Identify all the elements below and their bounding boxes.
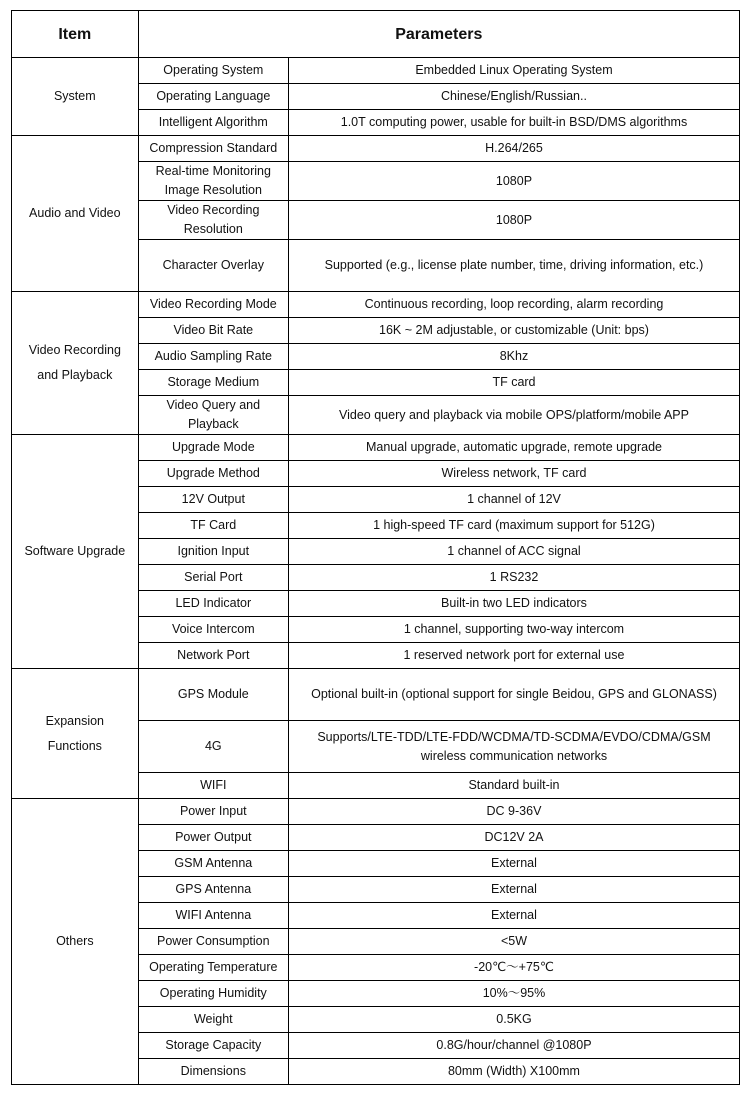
value-text: 0.8G/hour/channel @1080P [436,1038,592,1052]
item-label: Operating Temperature [149,960,278,974]
value-text: Chinese/English/Russian.. [441,89,587,103]
value-cell [288,721,739,773]
value-cell [288,643,739,669]
item-cell-12v-output [138,487,288,513]
item-cell-power-consumption [138,929,288,955]
item-cell-gps-module [138,669,288,721]
category-cell-expansion-functions [12,669,139,799]
item-label: GPS Antenna [175,882,252,896]
value-cell [288,58,739,84]
item-label: Power Output [175,830,252,844]
item-label: Operating Humidity [159,986,267,1000]
value-text: Video query and playback via mobile OPS/platform/mobile APP [339,407,689,422]
value-cell [288,240,739,292]
item-label: Weight [193,1012,233,1026]
value-cell [288,461,739,487]
item-label: 12V Output [181,492,245,506]
item-label: Ignition Input [177,544,250,558]
item-label: Serial Port [184,570,243,584]
value-cell [288,318,739,344]
category-cell-video-recording-and-playback [12,292,139,435]
item-label: Video Recording Mode [149,297,277,311]
value-text: External [491,908,537,922]
category-label: Functions [47,738,102,753]
table-row [12,292,740,318]
value-text: 1 channel, supporting two-way intercom [403,622,625,636]
item-label: Storage Medium [167,375,260,389]
value-text: <5W [500,934,528,948]
value-text: -20℃～+75℃ [474,960,554,974]
item-cell-led-indicator [138,591,288,617]
value-text: Manual upgrade, automatic upgrade, remote upgrade [365,440,662,454]
item-cell-operating-system [138,58,288,84]
item-cell-compression-standard [138,136,288,162]
item-cell-video-recording-mode [138,292,288,318]
item-cell-operating-language [138,84,288,110]
table-row [12,136,740,162]
item-cell-character-overlay [138,240,288,292]
value-cell [288,487,739,513]
item-label: Voice Intercom [171,622,255,636]
value-cell [288,84,739,110]
item-label: Real-time Monitoring [155,164,271,178]
value-text: 1.0T computing power, usable for built-in BSD/DMS algorithms [340,115,688,129]
value-text: Embedded Linux Operating System [415,63,613,77]
item-cell-network-port [138,643,288,669]
item-label: Image Resolution [164,183,262,197]
item-label: Video Bit Rate [173,323,254,337]
item-cell-gsm-antenna [138,851,288,877]
item-cell-operating-temperature [138,955,288,981]
category-cell-audio-and-video [12,136,139,292]
value-cell [288,344,739,370]
value-cell [288,877,739,903]
value-cell [288,617,739,643]
item-label: WIFI Antenna [175,908,252,922]
value-text: Optional built-in (optional support for single Beidou, GPS and GLONASS) [311,687,717,701]
item-cell-storage-medium [138,370,288,396]
item-label: Upgrade Mode [171,440,255,454]
category-label: Video Recording [28,343,121,357]
item-cell-wifi [138,773,288,799]
value-cell [288,1033,739,1059]
item-cell-gps-antenna [138,877,288,903]
item-cell-tf-card [138,513,288,539]
value-text: DC 9-36V [486,804,542,818]
value-cell [288,292,739,318]
value-text: External [491,882,537,896]
item-label: Intelligent Algorithm [158,115,268,129]
item-cell-operating-humidity [138,981,288,1007]
value-cell [288,396,739,435]
value-cell [288,591,739,617]
item-label: Upgrade Method [166,466,260,480]
value-text: 1 reserved network port for external use [403,648,625,662]
item-cell-ignition-input [138,539,288,565]
value-cell [288,1059,739,1085]
item-label: GPS Module [177,687,249,701]
item-label: GSM Antenna [174,856,253,870]
item-cell-power-output [138,825,288,851]
value-cell [288,799,739,825]
value-cell [288,162,739,201]
category-label: Others [56,934,94,948]
item-cell-real-time-monitoring-image-resolution [138,162,288,201]
value-text: Standard built-in [468,778,560,792]
value-text: 80mm (Width) X100mm [447,1064,580,1078]
header-item: Item [12,11,139,58]
value-text: 1080P [495,173,533,188]
value-text: 16K ~ 2M adjustable, or customizable (Unit: bps) [379,323,649,337]
item-cell-intelligent-algorithm [138,110,288,136]
category-label: Software Upgrade [24,544,126,558]
item-cell-video-recording-resolution [138,201,288,240]
value-text: 0.5KG [496,1012,532,1026]
spec-table [11,10,740,1085]
value-text: H.264/265 [485,141,543,155]
table-row [12,58,740,84]
value-text: Supported (e.g., license plate number, time, driving information, etc.) [324,258,704,272]
value-text: DC12V 2A [484,830,544,844]
item-cell-weight [138,1007,288,1033]
item-label: Power Consumption [157,934,270,948]
value-cell [288,1007,739,1033]
item-label: Power Input [179,804,247,818]
value-cell [288,669,739,721]
item-cell-storage-capacity [138,1033,288,1059]
category-cell-others [12,799,139,1085]
value-cell [288,370,739,396]
item-cell-4g [138,721,288,773]
item-label: Storage Capacity [165,1038,262,1052]
value-cell [288,539,739,565]
category-label: Audio and Video [29,206,121,220]
item-label: Network Port [177,648,250,662]
item-cell-serial-port [138,565,288,591]
item-cell-wifi-antenna [138,903,288,929]
value-text: Continuous recording, loop recording, alarm recording [364,297,664,311]
spec-body [12,58,740,1085]
table-row [12,799,740,825]
item-cell-upgrade-method [138,461,288,487]
value-cell [288,903,739,929]
header-parameters: Parameters [138,11,739,58]
item-label: Resolution [183,222,243,236]
value-cell [288,929,739,955]
category-label: and Playback [37,368,113,382]
value-cell [288,201,739,240]
value-text: TF card [492,375,536,389]
item-label: Video Recording [167,203,260,217]
item-label: Playback [187,417,239,431]
value-text: 1 channel of ACC signal [447,544,581,558]
value-cell [288,110,739,136]
item-label: Compression Standard [149,141,278,155]
value-cell [288,565,739,591]
value-text: 1080P [495,212,533,227]
value-cell [288,981,739,1007]
table-row [12,669,740,721]
value-text: 1 RS232 [489,570,539,584]
item-cell-upgrade-mode [138,435,288,461]
item-label: WIFI [200,778,227,792]
item-cell-video-bit-rate [138,318,288,344]
value-text: 1 high-speed TF card (maximum support for 512G) [373,518,655,532]
value-cell [288,773,739,799]
header-row [12,11,740,58]
value-text: 1 channel of 12V [467,492,561,506]
item-label: Character Overlay [162,258,265,272]
category-label: System [53,89,96,103]
category-cell-software-upgrade [12,435,139,669]
item-cell-voice-intercom [138,617,288,643]
item-label: TF Card [190,518,237,532]
value-cell [288,851,739,877]
item-cell-dimensions [138,1059,288,1085]
category-cell-system [12,58,139,136]
table-row [12,435,740,461]
item-cell-power-input [138,799,288,825]
value-cell [288,825,739,851]
value-text: 10%～95% [482,986,546,1000]
value-text: External [491,856,537,870]
value-text: Wireless network, TF card [441,466,587,480]
value-text: Built-in two LED indicators [441,596,587,610]
item-label: LED Indicator [175,596,252,610]
value-cell [288,136,739,162]
category-label: Expansion [45,713,104,728]
value-text: 8Khz [499,349,529,363]
item-label: Video Query and [166,398,261,412]
item-cell-audio-sampling-rate [138,344,288,370]
item-label: Operating Language [156,89,271,103]
value-cell [288,513,739,539]
item-label: Audio Sampling Rate [154,349,273,363]
value-text: Supports/LTE-TDD/LTE-FDD/WCDMA/TD-SCDMA/EVDO/CDMA/GSM [317,729,711,744]
item-label: Dimensions [180,1064,246,1078]
value-text: wireless communication networks [420,748,608,763]
item-cell-video-query-and-playback [138,396,288,435]
item-label: Operating System [163,63,264,77]
value-cell [288,435,739,461]
item-label: 4G [204,739,222,753]
value-cell [288,955,739,981]
